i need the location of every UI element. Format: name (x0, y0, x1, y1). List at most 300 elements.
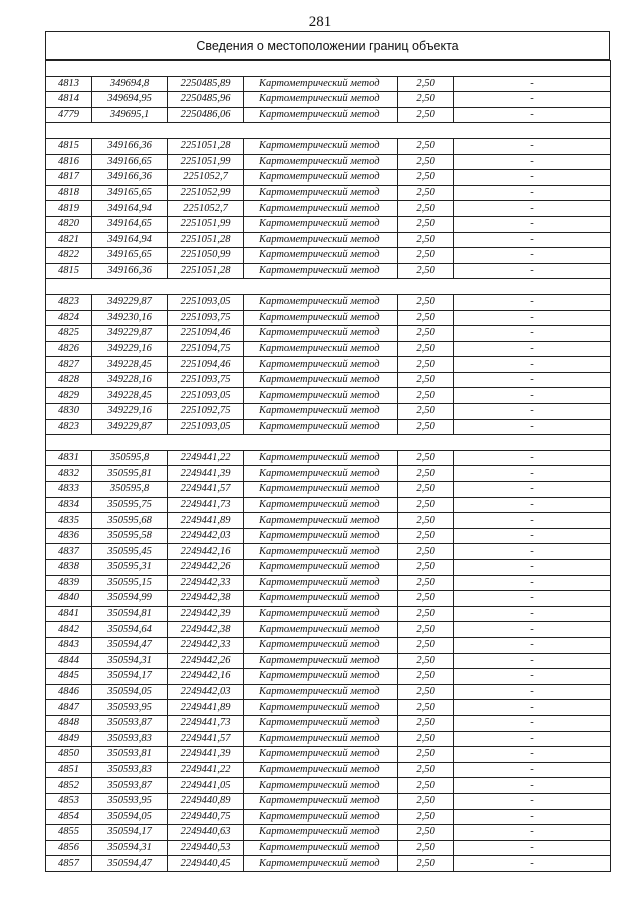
coord-x-cell: 350594,05 (92, 684, 168, 700)
coord-y-cell: 2251052,7 (168, 201, 244, 217)
table-row (46, 185, 611, 201)
method-cell: Картометрический метод (244, 825, 398, 841)
method-cell: Картометрический метод (244, 544, 398, 560)
coord-y-cell: 2251094,46 (168, 326, 244, 342)
accuracy-cell: 2,50 (398, 715, 454, 731)
coord-y-cell: 2249441,89 (168, 700, 244, 716)
point-number-cell: 4855 (46, 825, 92, 841)
coord-y-cell: 2249442,16 (168, 669, 244, 685)
coord-x-cell: 349166,36 (92, 263, 168, 279)
page-number: 281 (308, 14, 332, 30)
table-row (46, 622, 611, 638)
boundary-sheet (45, 31, 610, 872)
coord-y-cell: 2249441,39 (168, 747, 244, 763)
table-row (46, 310, 611, 326)
method-cell: Картометрический метод (244, 232, 398, 248)
coord-x-cell: 350593,87 (92, 715, 168, 731)
coord-x-cell: 350593,83 (92, 731, 168, 747)
note-cell: - (454, 715, 611, 731)
accuracy-cell: 2,50 (398, 170, 454, 186)
separator-cell (398, 123, 454, 139)
table-row (46, 497, 611, 513)
coord-y-cell: 2249442,26 (168, 653, 244, 669)
method-cell: Картометрический метод (244, 856, 398, 872)
note-cell: - (454, 622, 611, 638)
method-cell: Картометрический метод (244, 326, 398, 342)
point-number-cell: 4833 (46, 482, 92, 498)
accuracy-cell: 2,50 (398, 622, 454, 638)
coord-y-cell: 2249441,22 (168, 762, 244, 778)
method-cell: Картометрический метод (244, 700, 398, 716)
coord-y-cell: 2249441,89 (168, 513, 244, 529)
method-cell: Картометрический метод (244, 450, 398, 466)
separator-cell (168, 435, 244, 451)
accuracy-cell: 2,50 (398, 248, 454, 264)
coord-x-cell: 350594,99 (92, 591, 168, 607)
point-number-cell: 4848 (46, 715, 92, 731)
note-cell: - (454, 497, 611, 513)
coord-x-cell: 349695,1 (92, 107, 168, 123)
method-cell: Картометрический метод (244, 778, 398, 794)
method-cell: Картометрический метод (244, 684, 398, 700)
accuracy-cell: 2,50 (398, 357, 454, 373)
accuracy-cell: 2,50 (398, 606, 454, 622)
point-number-cell: 4815 (46, 138, 92, 154)
coord-x-cell: 350595,15 (92, 575, 168, 591)
method-cell: Картометрический метод (244, 248, 398, 264)
method-cell: Картометрический метод (244, 762, 398, 778)
point-number-cell: 4824 (46, 310, 92, 326)
coord-y-cell: 2249442,03 (168, 528, 244, 544)
coord-y-cell: 2251094,46 (168, 357, 244, 373)
coord-y-cell: 2250485,89 (168, 76, 244, 92)
separator-cell (46, 435, 92, 451)
coord-y-cell: 2249441,39 (168, 466, 244, 482)
note-cell: - (454, 310, 611, 326)
point-number-cell: 4835 (46, 513, 92, 529)
note-cell: - (454, 92, 611, 108)
point-number-cell: 4841 (46, 606, 92, 622)
accuracy-cell: 2,50 (398, 684, 454, 700)
note-cell: - (454, 669, 611, 685)
separator-cell (244, 123, 398, 139)
accuracy-cell: 2,50 (398, 560, 454, 576)
accuracy-cell: 2,50 (398, 388, 454, 404)
table-row (46, 528, 611, 544)
accuracy-cell: 2,50 (398, 544, 454, 560)
coord-y-cell: 2251092,75 (168, 404, 244, 420)
point-number-cell: 4823 (46, 294, 92, 310)
table-row (46, 856, 611, 872)
table-row (46, 138, 611, 154)
note-cell: - (454, 170, 611, 186)
point-number-cell: 4857 (46, 856, 92, 872)
point-number-cell: 4856 (46, 840, 92, 856)
coord-y-cell: 2249440,63 (168, 825, 244, 841)
coord-x-cell: 349229,16 (92, 404, 168, 420)
coord-y-cell: 2249441,05 (168, 778, 244, 794)
table-row (46, 482, 611, 498)
accuracy-cell: 2,50 (398, 825, 454, 841)
note-cell: - (454, 731, 611, 747)
coord-x-cell: 349229,87 (92, 294, 168, 310)
accuracy-cell: 2,50 (398, 341, 454, 357)
accuracy-cell: 2,50 (398, 107, 454, 123)
point-number-cell: 4854 (46, 809, 92, 825)
coord-x-cell: 350593,95 (92, 700, 168, 716)
separator-cell (46, 61, 92, 77)
point-number-cell: 4814 (46, 92, 92, 108)
accuracy-cell: 2,50 (398, 856, 454, 872)
accuracy-cell: 2,50 (398, 263, 454, 279)
point-number-cell: 4845 (46, 669, 92, 685)
note-cell: - (454, 201, 611, 217)
table-row (46, 700, 611, 716)
accuracy-cell: 2,50 (398, 482, 454, 498)
coord-y-cell: 2251050,99 (168, 248, 244, 264)
table-row (46, 669, 611, 685)
table-row (46, 107, 611, 123)
point-number-cell: 4823 (46, 419, 92, 435)
table-row (46, 388, 611, 404)
accuracy-cell: 2,50 (398, 637, 454, 653)
coord-x-cell: 350594,17 (92, 669, 168, 685)
accuracy-cell: 2,50 (398, 216, 454, 232)
separator-cell (454, 123, 611, 139)
accuracy-cell: 2,50 (398, 840, 454, 856)
coord-y-cell: 2249442,03 (168, 684, 244, 700)
coord-y-cell: 2249441,73 (168, 715, 244, 731)
note-cell: - (454, 185, 611, 201)
note-cell: - (454, 575, 611, 591)
note-cell: - (454, 107, 611, 123)
point-number-cell: 4827 (46, 357, 92, 373)
method-cell: Картометрический метод (244, 793, 398, 809)
coord-x-cell: 350593,87 (92, 778, 168, 794)
table-row (46, 513, 611, 529)
separator-cell (168, 279, 244, 295)
table-row (46, 357, 611, 373)
method-cell: Картометрический метод (244, 404, 398, 420)
separator-cell (46, 123, 92, 139)
separator-cell (244, 279, 398, 295)
table-row (46, 825, 611, 841)
accuracy-cell: 2,50 (398, 154, 454, 170)
note-cell: - (454, 388, 611, 404)
accuracy-cell: 2,50 (398, 232, 454, 248)
coord-x-cell: 350594,31 (92, 840, 168, 856)
table-row (46, 606, 611, 622)
coord-y-cell: 2250485,96 (168, 92, 244, 108)
accuracy-cell: 2,50 (398, 372, 454, 388)
table-row (46, 372, 611, 388)
coord-x-cell: 349164,94 (92, 232, 168, 248)
note-cell: - (454, 700, 611, 716)
point-number-cell: 4820 (46, 216, 92, 232)
point-number-cell: 4819 (46, 201, 92, 217)
separator-cell (454, 435, 611, 451)
method-cell: Картометрический метод (244, 669, 398, 685)
separator-cell (398, 279, 454, 295)
method-cell: Картометрический метод (244, 809, 398, 825)
method-cell: Картометрический метод (244, 216, 398, 232)
table-row (46, 591, 611, 607)
accuracy-cell: 2,50 (398, 76, 454, 92)
table-row (46, 747, 611, 763)
note-cell: - (454, 778, 611, 794)
point-number-cell: 4826 (46, 341, 92, 357)
note-cell: - (454, 513, 611, 529)
point-number-cell: 4830 (46, 404, 92, 420)
accuracy-cell: 2,50 (398, 201, 454, 217)
coord-x-cell: 349229,87 (92, 326, 168, 342)
coord-y-cell: 2249441,22 (168, 450, 244, 466)
method-cell: Картометрический метод (244, 715, 398, 731)
coord-y-cell: 2249442,26 (168, 560, 244, 576)
table-row (46, 404, 611, 420)
accuracy-cell: 2,50 (398, 762, 454, 778)
note-cell: - (454, 294, 611, 310)
separator-cell (92, 123, 168, 139)
note-cell: - (454, 482, 611, 498)
coord-x-cell: 349229,16 (92, 341, 168, 357)
note-cell: - (454, 404, 611, 420)
coord-y-cell: 2251051,99 (168, 154, 244, 170)
table-row (46, 778, 611, 794)
coord-y-cell: 2249441,73 (168, 497, 244, 513)
method-cell: Картометрический метод (244, 497, 398, 513)
method-cell: Картометрический метод (244, 731, 398, 747)
note-cell: - (454, 216, 611, 232)
coord-y-cell: 2249440,45 (168, 856, 244, 872)
point-number-cell: 4846 (46, 684, 92, 700)
note-cell: - (454, 825, 611, 841)
method-cell: Картометрический метод (244, 92, 398, 108)
table-row (46, 201, 611, 217)
point-number-cell: 4813 (46, 76, 92, 92)
point-number-cell: 4831 (46, 450, 92, 466)
table-row (46, 731, 611, 747)
method-cell: Картометрический метод (244, 591, 398, 607)
coord-x-cell: 349694,95 (92, 92, 168, 108)
coord-y-cell: 2251051,99 (168, 216, 244, 232)
table-row (46, 341, 611, 357)
accuracy-cell: 2,50 (398, 326, 454, 342)
method-cell: Картометрический метод (244, 107, 398, 123)
coord-y-cell: 2249440,75 (168, 809, 244, 825)
accuracy-cell: 2,50 (398, 653, 454, 669)
separator-cell (244, 61, 398, 77)
coord-x-cell: 349166,36 (92, 138, 168, 154)
coord-y-cell: 2250486,06 (168, 107, 244, 123)
point-number-cell: 4853 (46, 793, 92, 809)
coord-y-cell: 2249442,39 (168, 606, 244, 622)
coord-x-cell: 349166,65 (92, 154, 168, 170)
table-row (46, 793, 611, 809)
point-number-cell: 4843 (46, 637, 92, 653)
group-separator-row (46, 435, 611, 451)
method-cell: Картометрический метод (244, 154, 398, 170)
group-separator-row (46, 61, 611, 77)
point-number-cell: 4829 (46, 388, 92, 404)
note-cell: - (454, 76, 611, 92)
method-cell: Картометрический метод (244, 637, 398, 653)
point-number-cell: 4849 (46, 731, 92, 747)
coord-x-cell: 350594,31 (92, 653, 168, 669)
method-cell: Картометрический метод (244, 653, 398, 669)
coord-y-cell: 2249442,38 (168, 591, 244, 607)
group-separator-row (46, 123, 611, 139)
point-number-cell: 4817 (46, 170, 92, 186)
method-cell: Картометрический метод (244, 372, 398, 388)
method-cell: Картометрический метод (244, 185, 398, 201)
separator-cell (168, 123, 244, 139)
accuracy-cell: 2,50 (398, 466, 454, 482)
accuracy-cell: 2,50 (398, 310, 454, 326)
table-row (46, 326, 611, 342)
coord-x-cell: 350594,47 (92, 637, 168, 653)
note-cell: - (454, 232, 611, 248)
method-cell: Картометрический метод (244, 606, 398, 622)
separator-cell (92, 61, 168, 77)
method-cell: Картометрический метод (244, 138, 398, 154)
table-row (46, 170, 611, 186)
coord-y-cell: 2249442,38 (168, 622, 244, 638)
method-cell: Картометрический метод (244, 482, 398, 498)
method-cell: Картометрический метод (244, 528, 398, 544)
note-cell: - (454, 544, 611, 560)
accuracy-cell: 2,50 (398, 809, 454, 825)
coord-x-cell: 350594,81 (92, 606, 168, 622)
method-cell: Картометрический метод (244, 341, 398, 357)
coord-y-cell: 2251052,99 (168, 185, 244, 201)
note-cell: - (454, 637, 611, 653)
coord-x-cell: 350594,64 (92, 622, 168, 638)
accuracy-cell: 2,50 (398, 575, 454, 591)
coord-y-cell: 2251051,28 (168, 263, 244, 279)
accuracy-cell: 2,50 (398, 513, 454, 529)
table-row (46, 92, 611, 108)
table-row (46, 544, 611, 560)
accuracy-cell: 2,50 (398, 404, 454, 420)
separator-cell (454, 279, 611, 295)
coord-x-cell: 350594,47 (92, 856, 168, 872)
coord-y-cell: 2251093,05 (168, 388, 244, 404)
accuracy-cell: 2,50 (398, 700, 454, 716)
point-number-cell: 4840 (46, 591, 92, 607)
note-cell: - (454, 591, 611, 607)
method-cell: Картометрический метод (244, 294, 398, 310)
coord-x-cell: 350593,83 (92, 762, 168, 778)
coord-y-cell: 2251093,05 (168, 294, 244, 310)
note-cell: - (454, 357, 611, 373)
separator-cell (46, 279, 92, 295)
table-row (46, 466, 611, 482)
table-row (46, 76, 611, 92)
point-number-cell: 4822 (46, 248, 92, 264)
note-cell: - (454, 684, 611, 700)
coord-x-cell: 350593,81 (92, 747, 168, 763)
coord-y-cell: 2249442,33 (168, 575, 244, 591)
group-separator-row (46, 279, 611, 295)
table-row (46, 684, 611, 700)
point-number-cell: 4828 (46, 372, 92, 388)
separator-cell (168, 61, 244, 77)
coord-x-cell: 350593,95 (92, 793, 168, 809)
separator-cell (454, 61, 611, 77)
table-row (46, 216, 611, 232)
coord-x-cell: 349165,65 (92, 248, 168, 264)
accuracy-cell: 2,50 (398, 497, 454, 513)
table-row (46, 560, 611, 576)
coord-x-cell: 349165,65 (92, 185, 168, 201)
coord-y-cell: 2251051,28 (168, 232, 244, 248)
coord-x-cell: 349694,8 (92, 76, 168, 92)
point-number-cell: 4779 (46, 107, 92, 123)
table-row (46, 248, 611, 264)
note-cell: - (454, 793, 611, 809)
coord-x-cell: 349164,94 (92, 201, 168, 217)
point-number-cell: 4844 (46, 653, 92, 669)
coordinates-table-body (46, 61, 611, 872)
table-row (46, 715, 611, 731)
method-cell: Картометрический метод (244, 419, 398, 435)
method-cell: Картометрический метод (244, 560, 398, 576)
table-row (46, 575, 611, 591)
note-cell: - (454, 560, 611, 576)
note-cell: - (454, 372, 611, 388)
coord-x-cell: 350595,75 (92, 497, 168, 513)
point-number-cell: 4852 (46, 778, 92, 794)
separator-cell (398, 61, 454, 77)
point-number-cell: 4821 (46, 232, 92, 248)
coord-x-cell: 350595,45 (92, 544, 168, 560)
table-row (46, 232, 611, 248)
table-row (46, 450, 611, 466)
accuracy-cell: 2,50 (398, 778, 454, 794)
table-row (46, 263, 611, 279)
note-cell: - (454, 747, 611, 763)
method-cell: Картометрический метод (244, 170, 398, 186)
coord-y-cell: 2251051,28 (168, 138, 244, 154)
note-cell: - (454, 138, 611, 154)
point-number-cell: 4842 (46, 622, 92, 638)
method-cell: Картометрический метод (244, 357, 398, 373)
point-number-cell: 4847 (46, 700, 92, 716)
method-cell: Картометрический метод (244, 840, 398, 856)
point-number-cell: 4838 (46, 560, 92, 576)
note-cell: - (454, 606, 611, 622)
note-cell: - (454, 154, 611, 170)
accuracy-cell: 2,50 (398, 747, 454, 763)
method-cell: Картометрический метод (244, 263, 398, 279)
note-cell: - (454, 450, 611, 466)
coord-x-cell: 349230,16 (92, 310, 168, 326)
method-cell: Картометрический метод (244, 76, 398, 92)
coord-y-cell: 2249442,33 (168, 637, 244, 653)
method-cell: Картометрический метод (244, 513, 398, 529)
note-cell: - (454, 419, 611, 435)
table-row (46, 840, 611, 856)
point-number-cell: 4839 (46, 575, 92, 591)
point-number-cell: 4836 (46, 528, 92, 544)
coord-x-cell: 350595,58 (92, 528, 168, 544)
note-cell: - (454, 762, 611, 778)
method-cell: Картометрический метод (244, 310, 398, 326)
coord-y-cell: 2249442,16 (168, 544, 244, 560)
note-cell: - (454, 263, 611, 279)
coordinates-table (45, 60, 611, 872)
